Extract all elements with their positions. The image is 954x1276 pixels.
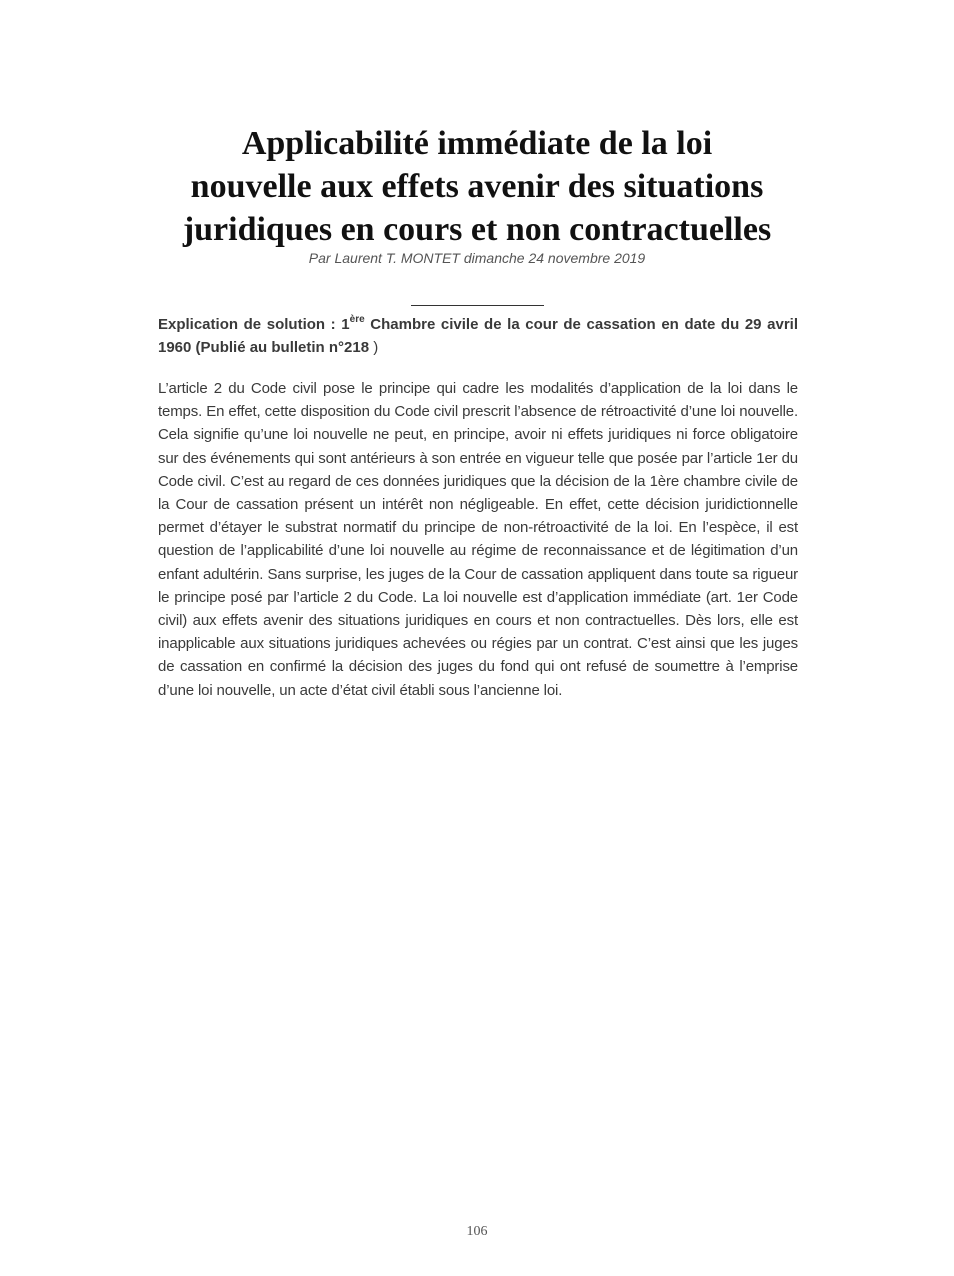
byline: Par Laurent T. MONTET dimanche 24 novembre 2019 — [308, 250, 646, 266]
subheading — [158, 313, 798, 359]
title-line-2: nouvelle aux effets avenir des situations — [190, 168, 764, 205]
subheading-main: Chambre civile de la cour de cassation en date du 29 avril 1960 (Publié au bulletin n°218 — [158, 316, 798, 356]
body-paragraph: L’article 2 du Code civil pose le principe qui cadre les modalités d’application de la loi dans le temps. En effet, cette disposition du Code civil prescrit l’absence de rétroactivité d’une loi nouvelle. Cela signifie qu’une loi nouvelle ne peut, en principe, avoir ni effets juridiques ni force obligatoire sur des événements qui sont antérieurs à son entrée en vigueur telle que posée par l’article 1er du Code civil. C’est au regard de ces données juridiques que la décision de la 1ère chambre civile de la Cour de cassation présent un intérêt non négligeable. En effet, cette décision juridictionnelle permet d’étayer le substrat normatif du principe de non-rétroactivité de la loi. En l’espèce, il est question de l’applicabilité d’une loi nouvelle au régime de reconnaissance et de légitimation d’un enfant adultérin. Sans surprise, les juges de la Cour de cassation appliquent dans toute sa rigueur le principe posé par l’article 2 du Code. La loi nouvelle est d’application immédiate (art. 1er Code civil) aux effets avenir des situations juridiques en cours et non contractuelles. Dès lors, elle est inapplicable aux situations juridiques achevées ou régies par un contrat. C’est ainsi que les juges de cassation en confirmé la décision des juges du fond qui ont refusé de soumettre à l’emprise d’une loi nouvelle, un acte d’état civil établi sous l’ancienne loi. — [158, 380, 798, 699]
subheading-superscript: ère — [349, 314, 365, 325]
title-line-1: Applicabilité immédiate de la loi — [241, 125, 713, 162]
subheading-suffix: ) — [369, 339, 379, 356]
subheading-prefix: Explication de solution : 1 — [158, 316, 350, 333]
page-number: 106 — [466, 1224, 488, 1239]
page-title — [140, 122, 814, 251]
separator-rule — [411, 305, 544, 306]
title-line-3: juridiques en cours et non contractuelles — [182, 211, 772, 248]
